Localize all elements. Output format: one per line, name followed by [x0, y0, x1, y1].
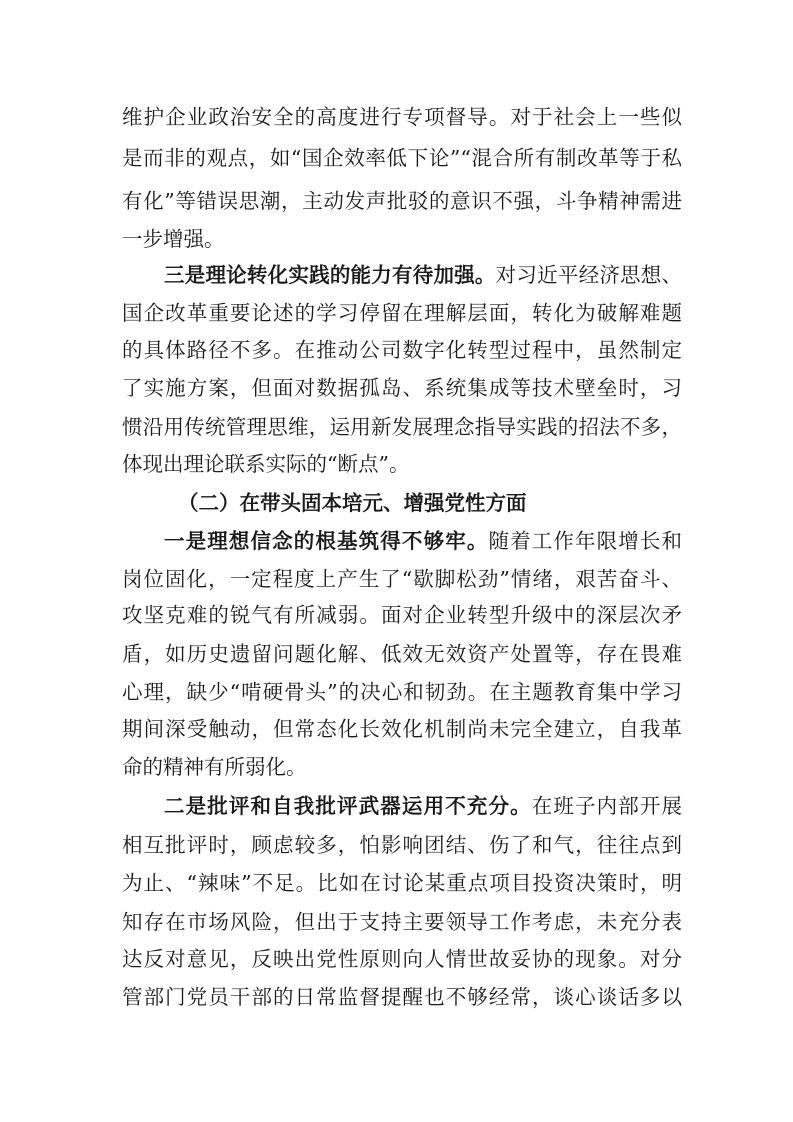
text-line	[122, 333, 682, 367]
text-line	[122, 942, 682, 976]
heading-text: （二）在带头固本培元、增强党性方面	[178, 491, 527, 515]
text-line	[122, 184, 682, 218]
text-line	[122, 675, 682, 709]
text-line	[122, 296, 682, 330]
section-heading	[178, 486, 682, 520]
line-text: 攻坚克难的锐气有所减弱。面对企业转型升级中的深层次矛	[122, 603, 682, 627]
line-text: 知存在市场风险，但出于支持主要领导工作考虑，未充分表	[122, 910, 682, 934]
bold-lead: 二是批评和自我批评武器运用不充分。	[164, 794, 532, 818]
line-text: 国企改革重要论述的学习停留在理解层面，转化为破解难题	[122, 301, 682, 325]
line-text: 是而非的观点，如“国企效率低下论”“混合所有制改革等于私	[122, 146, 682, 170]
text-line	[122, 866, 682, 900]
text-line	[122, 222, 225, 256]
line-text: 岗位固化，一定程度上产生了“歇脚松劲”情绪，艰苦奋斗、	[122, 567, 682, 591]
line-text: 达反对意见，反映出党性原则向人情世故妥协的现象。对分	[122, 947, 682, 971]
text-line	[122, 712, 682, 746]
text-line	[122, 371, 682, 405]
line-text: 期间深受触动，但常态化长效化机制尚未完全建立，自我革	[122, 717, 682, 741]
text-line	[122, 598, 682, 632]
line-text: 心理，缺少“啃硬骨头”的决心和韧劲。在主题教育集中学习	[122, 680, 682, 704]
line-text: 在班子内部开展	[531, 794, 683, 818]
text-line	[122, 100, 682, 134]
bold-lead: 三是理论转化实践的能力有待加强。	[164, 263, 496, 287]
text-line	[164, 524, 682, 558]
line-text: 管部门党员干部的日常监督提醒也不够经常，谈心谈话多以	[122, 985, 682, 1009]
line-text: 了实施方案，但面对数据孤岛、系统集成等技术壁垒时，习	[122, 376, 682, 400]
line-text: 维护企业政治安全的高度进行专项督导。对于社会上一些似	[122, 105, 682, 129]
text-line	[122, 447, 409, 481]
text-line	[122, 905, 682, 939]
text-line	[164, 789, 682, 823]
line-text: 命的精神有所弱化。	[122, 755, 307, 779]
text-line	[164, 258, 682, 292]
text-line	[122, 750, 307, 784]
line-text: 随着工作年限增长和	[488, 529, 683, 553]
bold-lead: 一是理想信念的根基筑得不够牢。	[164, 529, 489, 553]
text-line	[122, 980, 682, 1014]
line-text: 盾，如历史遗留问题化解、低效无效资产处置等，存在畏难	[122, 642, 682, 666]
line-text: 惯沿用传统管理思维，运用新发展理念指导实践的招法不多，	[122, 415, 682, 439]
text-line	[122, 141, 682, 175]
line-text: 的具体路径不多。在推动公司数字化转型过程中，虽然制定	[122, 338, 682, 362]
line-text: 为止、“辣味”不足。比如在讨论某重点项目投资决策时，明	[122, 871, 682, 895]
line-text: 对习近平经济思想、	[495, 263, 683, 287]
text-line	[122, 828, 682, 862]
line-text: 一步增强。	[122, 227, 225, 251]
line-text: 有化”等错误思潮，主动发声批驳的意识不强，斗争精神需进	[122, 189, 682, 213]
text-line	[122, 410, 682, 444]
line-text: 相互批评时，顾虑较多，怕影响团结、伤了和气，往往点到	[122, 833, 682, 857]
text-line	[122, 637, 682, 671]
line-text: 体现出理论联系实际的“断点”。	[122, 452, 410, 476]
text-line	[122, 562, 682, 596]
